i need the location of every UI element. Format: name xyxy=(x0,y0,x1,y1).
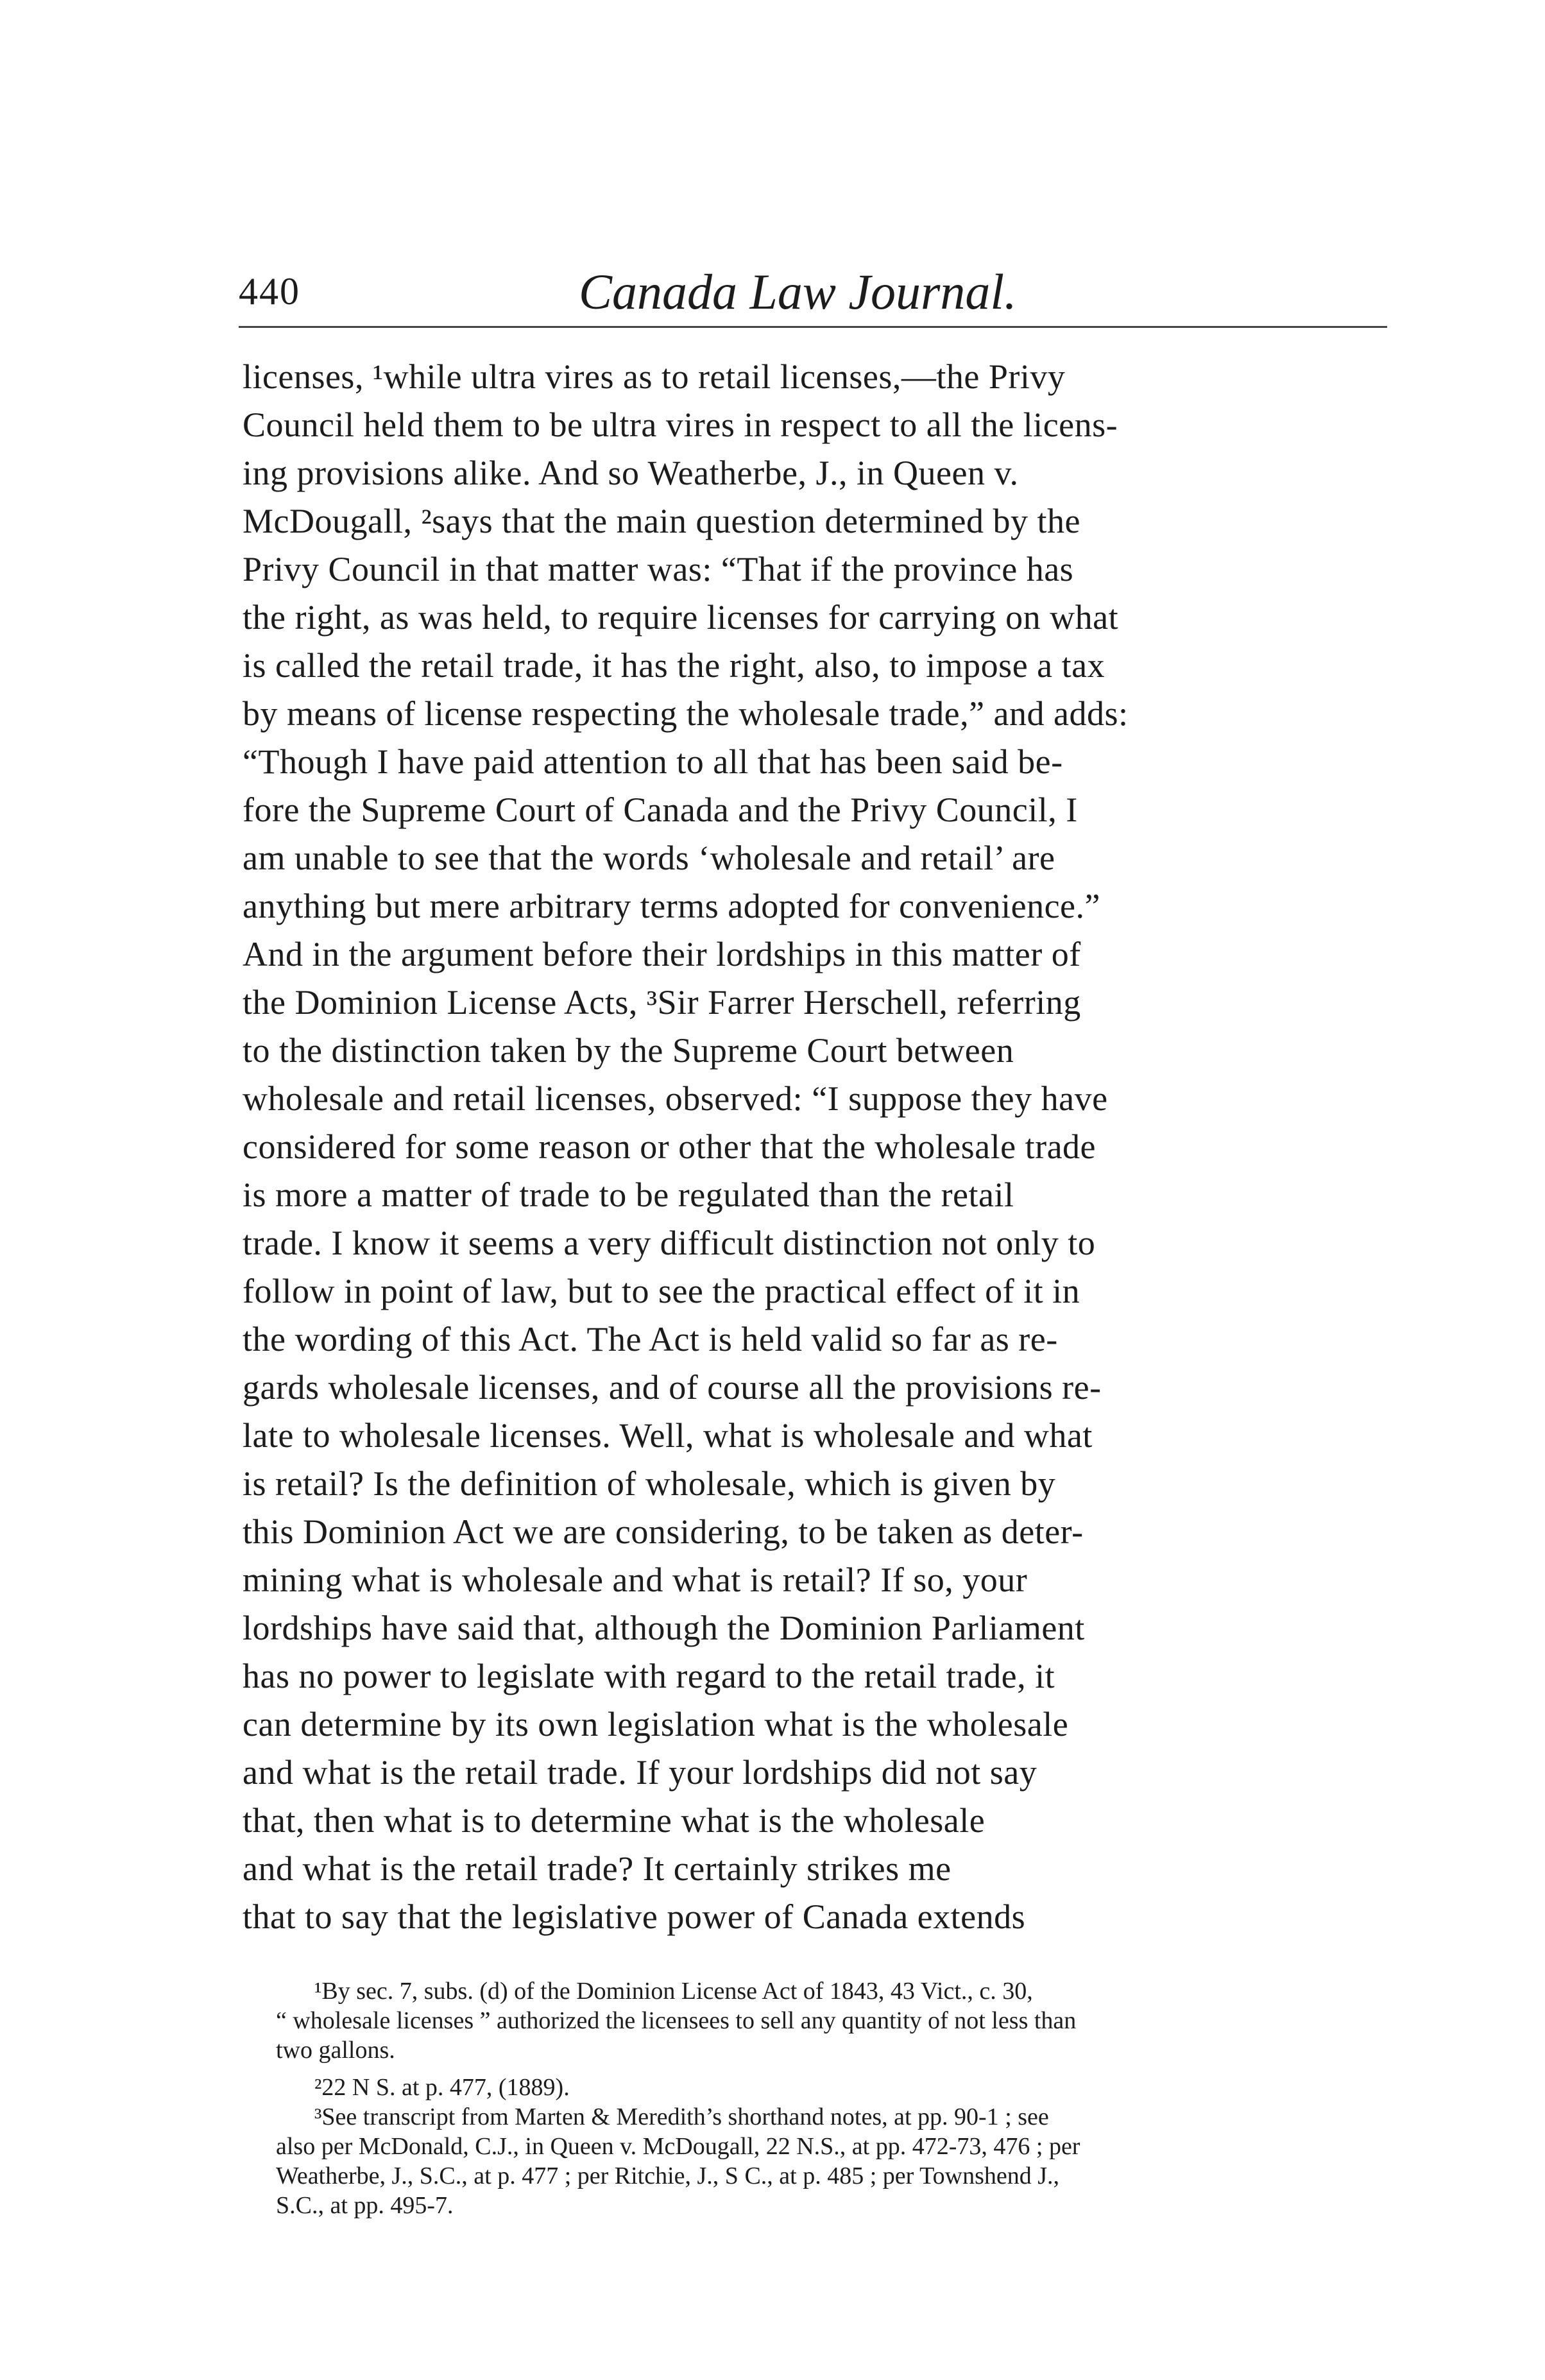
body-line: am unable to see that the words ‘wholesale and retail’ are xyxy=(243,839,1055,877)
body-line: fore the Supreme Court of Canada and the Privy Council, I xyxy=(243,791,1078,829)
body-line: by means of license respecting the wholesale trade,” and adds: xyxy=(243,694,1129,733)
footnote-line: Weatherbe, J., S.C., at p. 477 ; per Ritchie, J., S C., at p. 485 ; per Townshend J., xyxy=(276,2162,1060,2189)
body-line: McDougall, ²says that the main question determined by the xyxy=(243,502,1080,540)
page-number: 440 xyxy=(239,270,300,312)
body-line: this Dominion Act we are considering, to be taken as deter- xyxy=(243,1512,1084,1551)
footnote-line: two gallons. xyxy=(276,2037,395,2064)
body-line: that, then what is to determine what is the wholesale xyxy=(243,1801,986,1840)
body-line: late to wholesale licenses. Well, what is wholesale and what xyxy=(243,1416,1093,1455)
body-line: the right, as was held, to require licenses for carrying on what xyxy=(243,598,1119,637)
footnotes xyxy=(276,1976,1392,2220)
body-line: gards wholesale licenses, and of course all the provisions re- xyxy=(243,1368,1102,1407)
body-line: ing provisions alike. And so Weatherbe, J., in Queen v. xyxy=(243,454,1019,492)
body-line: lordships have said that, although the Dominion Parliament xyxy=(243,1609,1085,1647)
body-line: and what is the retail trade. If your lordships did not say xyxy=(243,1753,1037,1792)
body-line: has no power to legislate with regard to the retail trade, it xyxy=(243,1657,1055,1695)
body-line: the Dominion License Acts, ³Sir Farrer Herschell, referring xyxy=(243,983,1081,1022)
body-line: “Though I have paid attention to all that has been said be- xyxy=(243,742,1063,781)
footnote-line: “ wholesale licenses ” authorized the licensees to sell any quantity of not less than xyxy=(276,2007,1077,2034)
body-line: considered for some reason or other that the wholesale trade xyxy=(243,1127,1097,1166)
body-line: can determine by its own legislation what is the wholesale xyxy=(243,1705,1069,1743)
body-line: that to say that the legislative power of Canada extends xyxy=(243,1897,1026,1936)
footnote-gap xyxy=(276,2065,1392,2073)
body-line: And in the argument before their lordships in this matter of xyxy=(243,935,1081,973)
running-title: Canada Law Journal. xyxy=(579,264,1017,320)
body-line: anything but mere arbitrary terms adopted for convenience.” xyxy=(243,887,1100,925)
footnote-line: ³See transcript from Marten & Meredith’s shorthand notes, at pp. 90-1 ; see xyxy=(314,2103,1049,2130)
body-line: wholesale and retail licenses, observed: “I suppose they have xyxy=(243,1079,1108,1118)
body-line: follow in point of law, but to see the practical effect of it in xyxy=(243,1272,1080,1310)
body-text xyxy=(243,353,1385,1941)
body-line: trade. I know it seems a very difficult distinction not only to xyxy=(243,1224,1096,1262)
body-line: Council held them to be ultra vires in respect to all the licens- xyxy=(243,406,1118,444)
header-rule xyxy=(239,326,1387,328)
body-line: Privy Council in that matter was: “That if the province has xyxy=(243,550,1074,588)
footnote-line: S.C., at pp. 495-7. xyxy=(276,2192,454,2219)
body-line: mining what is wholesale and what is retail? If so, your xyxy=(243,1561,1028,1599)
body-line: licenses, ¹while ultra vires as to retail licenses,—the Privy xyxy=(243,357,1066,396)
footnote-line: ²22 N S. at p. 477, (1889). xyxy=(314,2074,570,2101)
body-line: and what is the retail trade? It certainly strikes me xyxy=(243,1849,952,1888)
body-line: is more a matter of trade to be regulated than the retail xyxy=(243,1176,1014,1214)
footnote-line: ¹By sec. 7, subs. (d) of the Dominion License Act of 1843, 43 Vict., c. 30, xyxy=(314,1978,1033,2005)
footnote-3 xyxy=(276,2102,1392,2220)
body-line: is called the retail trade, it has the right, also, to impose a tax xyxy=(243,646,1105,685)
footnote-1 xyxy=(276,1976,1392,2065)
footnote-line: also per McDonald, C.J., in Queen v. McDougall, 22 N.S., at pp. 472-73, 476 ; per xyxy=(276,2133,1080,2160)
body-line: the wording of this Act. The Act is held valid so far as re- xyxy=(243,1320,1058,1358)
page-header xyxy=(239,257,1387,334)
footnote-2 xyxy=(276,2073,1392,2102)
body-line: is retail? Is the definition of wholesale, which is given by xyxy=(243,1464,1056,1503)
body-line: to the distinction taken by the Supreme Court between xyxy=(243,1031,1014,1070)
